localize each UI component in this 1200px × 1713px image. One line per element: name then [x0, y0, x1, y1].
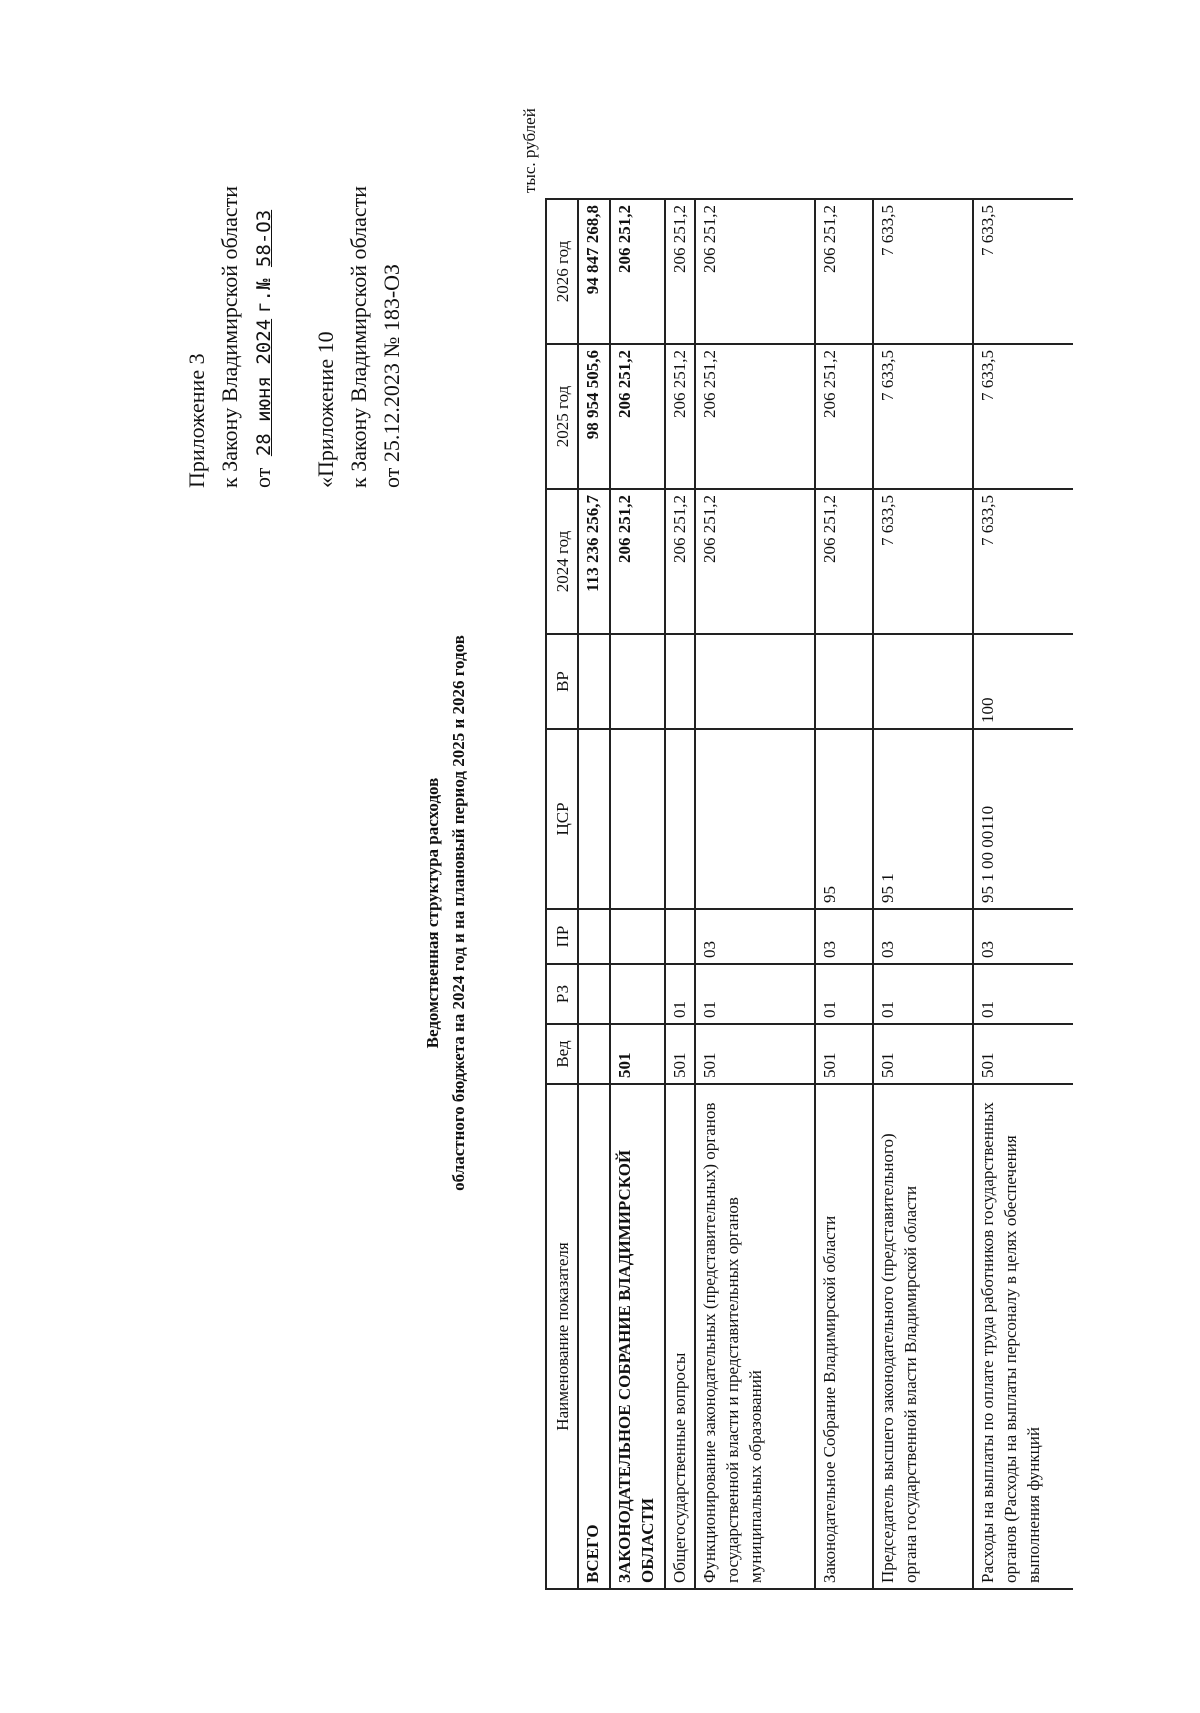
row-name: Председатель высшего законодательного (представительного) органа государственной власти Владимирской области	[873, 1084, 973, 1589]
row-pr	[665, 909, 695, 964]
col-header-vr: ВР	[546, 634, 578, 729]
row-vr	[695, 634, 815, 729]
row-name: ЗАКОНОДАТЕЛЬНОЕ СОБРАНИЕ ВЛАДИМИРСКОЙ ОБЛАСТИ	[610, 1084, 665, 1589]
row-vr	[665, 634, 695, 729]
table-row	[665, 199, 695, 1589]
handwritten-date: 28 июня 2024	[253, 318, 275, 457]
row-csr: 95 1	[873, 729, 973, 909]
row-csr	[578, 729, 610, 909]
row-pr: 03	[873, 909, 973, 964]
row-rz: 01	[873, 964, 973, 1024]
row-2026: 7 633,5	[973, 199, 1073, 344]
title-line-1: Ведомственная структура расходов	[423, 777, 442, 1049]
row-vr	[610, 634, 665, 729]
row-rz	[610, 964, 665, 1024]
row-ved: 501	[815, 1024, 873, 1084]
row-2025: 206 251,2	[695, 344, 815, 489]
appendix-10-label: «Приложение 10	[313, 331, 338, 488]
row-name: Общегосударственные вопросы	[665, 1084, 695, 1589]
row-pr	[578, 909, 610, 964]
row-rz: 01	[695, 964, 815, 1024]
row-csr	[610, 729, 665, 909]
row-2026: 94 847 268,8	[578, 199, 610, 344]
row-pr: 03	[973, 909, 1073, 964]
col-header-rz: РЗ	[546, 964, 578, 1024]
row-name: ВСЕГО	[578, 1084, 610, 1589]
table-row-total	[578, 199, 610, 1589]
appendix-3-label: Приложение 3	[184, 353, 209, 488]
row-2026: 206 251,2	[610, 199, 665, 344]
law-reference-2: к Закону Владимирской области	[346, 185, 371, 488]
row-vr	[815, 634, 873, 729]
title-line-2: областного бюджета на 2024 год и на плановый период 2025 и 2026 годов	[449, 635, 468, 1191]
row-2024: 206 251,2	[610, 489, 665, 634]
row-rz: 01	[815, 964, 873, 1024]
row-2025: 206 251,2	[665, 344, 695, 489]
col-header-2026: 2026 год	[546, 199, 578, 344]
appendix-header	[180, 186, 408, 488]
row-name: Расходы на выплаты по оплате труда работников государственных органов (Расходы на выплаты персоналу в целях обеспечения выполнения функций	[973, 1084, 1073, 1589]
row-rz	[578, 964, 610, 1024]
table-row	[695, 199, 815, 1589]
row-rz: 01	[665, 964, 695, 1024]
row-2025: 7 633,5	[873, 344, 973, 489]
row-csr	[665, 729, 695, 909]
row-2025: 7 633,5	[973, 344, 1073, 489]
row-csr	[695, 729, 815, 909]
col-header-name: Наименование показателя	[546, 1084, 578, 1589]
table-row	[973, 199, 1073, 1589]
row-2024: 206 251,2	[695, 489, 815, 634]
law-reference-1: к Закону Владимирской области	[217, 185, 242, 488]
row-rz: 01	[973, 964, 1073, 1024]
row-csr: 95 1 00 00110	[973, 729, 1073, 909]
row-2025: 206 251,2	[815, 344, 873, 489]
row-ved: 501	[610, 1024, 665, 1084]
row-vr	[873, 634, 973, 729]
col-header-csr: ЦСР	[546, 729, 578, 909]
row-2025: 98 954 505,6	[578, 344, 610, 489]
row-ved	[578, 1024, 610, 1084]
row-pr: 03	[815, 909, 873, 964]
row-2024: 206 251,2	[815, 489, 873, 634]
row-2024: 7 633,5	[973, 489, 1073, 634]
row-vr: 100	[973, 634, 1073, 729]
row-2024: 206 251,2	[665, 489, 695, 634]
table-row	[873, 199, 973, 1589]
row-2026: 7 633,5	[873, 199, 973, 344]
row-2024: 7 633,5	[873, 489, 973, 634]
table-row	[815, 199, 873, 1589]
col-header-ved: Вед	[546, 1024, 578, 1084]
row-pr	[610, 909, 665, 964]
law-date-line-2: от 25.12.2023 № 183-ОЗ	[379, 263, 404, 488]
row-ved: 501	[873, 1024, 973, 1084]
row-2026: 206 251,2	[695, 199, 815, 344]
row-2025: 206 251,2	[610, 344, 665, 489]
law-date-line-1: от 28 июня 2024г.№ 58-ОЗ	[246, 186, 281, 488]
row-2026: 206 251,2	[815, 199, 873, 344]
row-ved: 501	[665, 1024, 695, 1084]
document-title	[420, 313, 472, 1513]
row-vr	[578, 634, 610, 729]
expenditure-table	[545, 198, 1073, 1590]
table-header-row	[546, 199, 578, 1589]
law-number-sign: г.№	[253, 278, 275, 313]
col-header-2024: 2024 год	[546, 489, 578, 634]
col-header-2025: 2025 год	[546, 344, 578, 489]
row-ved: 501	[973, 1024, 1073, 1084]
row-2026: 206 251,2	[665, 199, 695, 344]
row-ved: 501	[695, 1024, 815, 1084]
units-label: тыс. рублей	[520, 108, 539, 193]
row-2024: 113 236 256,7	[578, 489, 610, 634]
table-row	[610, 199, 665, 1589]
row-name: Функционирование законодательных (представительных) органов государственной власти и представительных органов муниципальных образований	[695, 1084, 815, 1589]
row-csr: 95	[815, 729, 873, 909]
col-header-pr: ПР	[546, 909, 578, 964]
row-pr: 03	[695, 909, 815, 964]
row-name: Законодательное Собрание Владимирской области	[815, 1084, 873, 1589]
handwritten-number: 58-ОЗ	[253, 209, 275, 268]
